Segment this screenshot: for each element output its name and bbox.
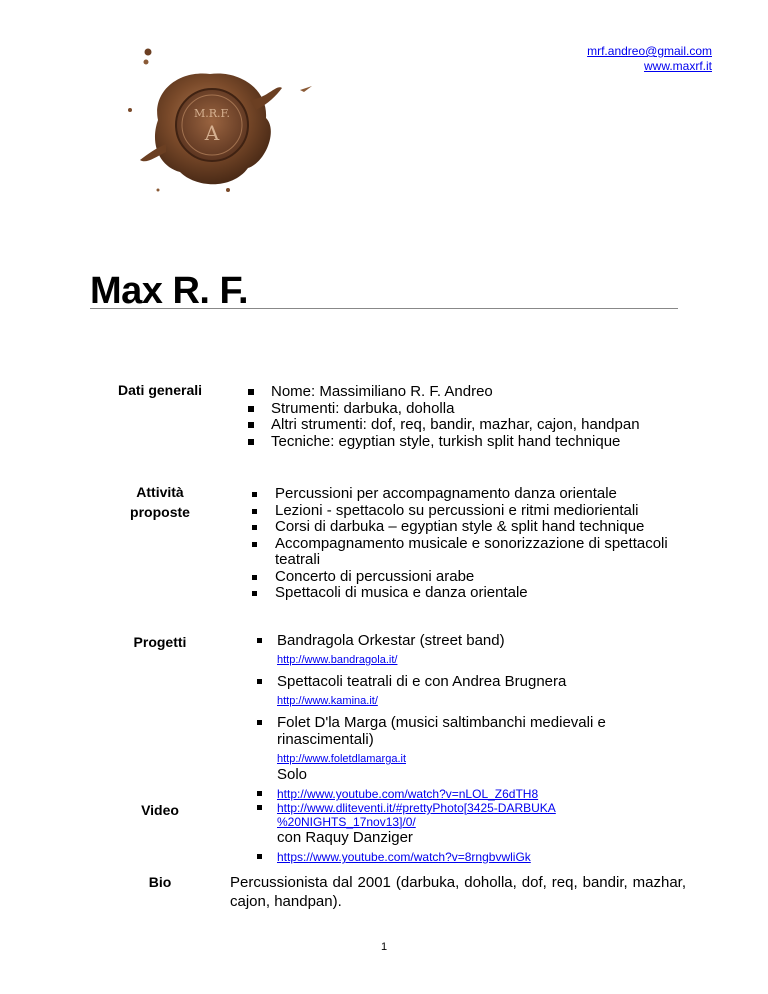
section-label-line: Attività (136, 484, 184, 500)
section-label-general: Dati generali (117, 382, 203, 398)
list-item: Lezioni - spettacolo su percussioni e ritmi mediorientali (252, 503, 688, 520)
list-item (257, 673, 687, 708)
video-link[interactable]: https://www.youtube.com/watch?v=8rngbvwliGk (277, 850, 531, 864)
svg-text:M.R.F.: M.R.F. (194, 107, 230, 120)
project-link[interactable]: http://www.bandragola.it/ (277, 654, 398, 666)
projects-list (257, 632, 687, 772)
section-label-projects: Progetti (133, 634, 187, 650)
video-heading-duo: con Raquy Danziger (277, 829, 413, 846)
general-list (248, 384, 688, 450)
section-label-line: proposte (130, 504, 190, 520)
list-item: Concerto di percussioni arabe (252, 569, 688, 586)
list-item (257, 787, 687, 801)
contact-block (587, 44, 712, 74)
project-title: Folet D'la Marga (musici saltimbanchi medievali e rinascimentali) (277, 714, 606, 748)
section-label-bio: Bio (148, 874, 172, 890)
section-label-activities (90, 482, 230, 522)
list-item (257, 801, 687, 829)
list-item: Percussioni per accompagnamento danza orientale (252, 486, 688, 503)
page-title: Max R. F. (90, 270, 249, 312)
list-item: Altri strumenti: dof, req, bandir, mazhar, cajon, handpan (248, 417, 688, 434)
project-title: Spettacoli teatrali di e con Andrea Brugnera (277, 673, 567, 690)
list-item: Strumenti: darbuka, doholla (248, 401, 688, 418)
video-list (257, 766, 687, 864)
video-heading-solo: Solo (277, 766, 308, 783)
list-item: Accompagnamento musicale e sonorizzazione di spettacoli teatrali (252, 536, 688, 569)
activities-list (252, 486, 688, 602)
svg-text:A: A (204, 121, 220, 145)
list-item: Spettacoli di musica e danza orientale (252, 585, 688, 602)
section-label-video: Video (141, 802, 179, 818)
video-link[interactable]: http://www.youtube.com/watch?v=nLOL_Z6dTH8 (277, 787, 539, 801)
list-item (257, 714, 687, 766)
project-link[interactable]: http://www.foletdlamarga.it (277, 753, 407, 765)
list-item (257, 850, 687, 864)
project-title: Bandragola Orkestar (street band) (277, 632, 505, 649)
page-number: 1 (380, 941, 388, 953)
title-divider (90, 308, 678, 309)
list-item: Corsi di darbuka – egyptian style & split hand technique (252, 519, 688, 536)
project-link[interactable]: http://www.kamina.it/ (277, 695, 378, 707)
bio-text: Percussionista dal 2001 (darbuka, doholla, dof, req, bandir, mazhar, cajon, handpan). (230, 874, 686, 910)
list-item (257, 632, 687, 667)
website-link[interactable]: www.maxrf.it (643, 59, 712, 73)
wax-seal-logo (100, 40, 340, 220)
email-link[interactable]: mrf.andreo@gmail.com (587, 44, 712, 58)
video-link[interactable]: http://www.dliteventi.it/#prettyPhoto[3425-DARBUKA %20NIGHTS_17nov13]/0/ (277, 801, 556, 829)
list-item: Nome: Massimiliano R. F. Andreo (248, 384, 688, 401)
list-item: Tecniche: egyptian style, turkish split hand technique (248, 434, 688, 451)
